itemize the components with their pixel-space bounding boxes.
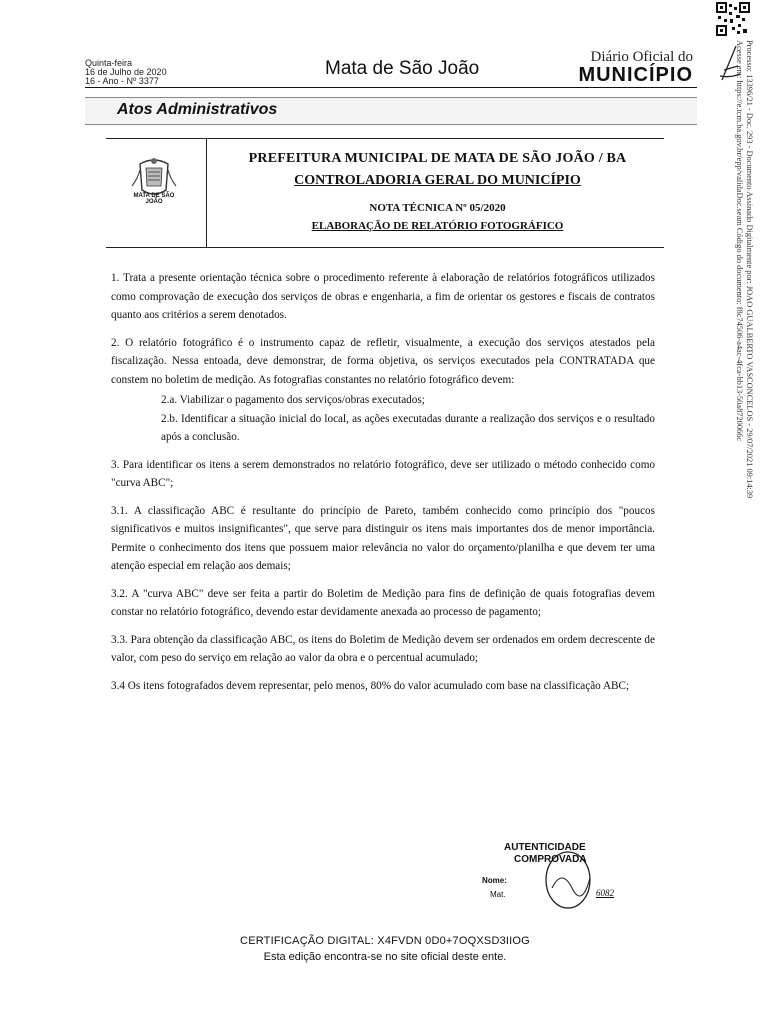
- department-title: [215, 173, 660, 189]
- edition-notice: Esta edição encontra-se no site oficial deste ente.: [263, 951, 507, 963]
- section-title: Atos Administrativos: [117, 101, 278, 118]
- note-subject: [215, 220, 660, 232]
- document-body: [111, 269, 655, 704]
- paragraph-3: 3. Para identificar os itens a serem demonstrados no relatório fotográfico, deve ser utilizado o método conhecido como "curva ABC";: [111, 458, 655, 489]
- edition-day: Quinta-feira: [85, 58, 133, 68]
- stamp-mat-value: 6082: [596, 888, 614, 898]
- digital-certification: CERTIFICAÇÃO DIGITAL: X4FVDN 0D0+7OQXSD3IIOG: [240, 935, 530, 947]
- paragraph-2: 2. O relatório fotográfico é o instrumento capaz de refletir, visualmente, a execução dos serviços atestados pela fiscalização. Nessa entoada, deve demonstrar, de forma objetiva, os serviços executados pela CONTRATADA que constem no boletim de medição. As fotografias constantes no relatório fotográfico devem:: [111, 336, 655, 386]
- stamp-line-1: AUTENTICIDADE: [504, 842, 586, 853]
- edition-number: 16 - Ano - Nº 3377: [85, 76, 159, 86]
- signature-line-1: Processo: 13396/21 - Doc. 293 - Documento Assinado Digitalmente por: JOAO GUALBERTO VASCONCELOS - 29/07/2021 09:14:39: [745, 40, 754, 499]
- city-title: Mata de São João: [325, 58, 480, 79]
- authenticity-stamp: [478, 842, 653, 922]
- brand-bottom: MUNICÍPIO: [578, 64, 693, 86]
- department-title-text: CONTROLADORIA GERAL DO MUNICÍPIO: [294, 173, 581, 188]
- paragraph-3-4: 3.4 Os itens fotografados devem representar, pelo menos, 80% do valor acumulado com base na classificação ABC;: [111, 679, 630, 692]
- paragraph-3-3: 3.3. Para obtenção da classificação ABC, os itens do Boletim de Medição devem ser ordenados em ordem decrescente de valor, com peso do serviço em relação ao valor da obra e o percentual acumulado;: [111, 633, 655, 664]
- note-subject-text: ELABORAÇÃO DE RELATÓRIO FOTOGRÁFICO: [311, 220, 564, 232]
- stamp-mat-label: Mat.: [490, 890, 506, 899]
- section-bar: [85, 97, 697, 125]
- header-divider: [85, 87, 697, 88]
- stamp-name-label: Nome:: [482, 876, 507, 885]
- paragraph-2b: 2.b. Identificar a situação inicial do local, as ações executadas durante a realização dos serviços e o resultado após a conclusão.: [161, 412, 655, 443]
- digital-signature-note: [735, 40, 756, 600]
- signature-line-2: Acesse em: https://e.tcm.ba.gov.br/epp/validaDoc.seam Código do documento: f8c74506-a4ac-4fca-bb13-50a8720066c: [735, 40, 744, 442]
- stamp-line-2: COMPROVADA: [514, 854, 587, 865]
- brand-top: Diário Oficial do: [590, 49, 693, 65]
- organization-title: PREFEITURA MUNICIPAL DE MATA DE SÃO JOÃO / BA: [248, 151, 627, 166]
- paragraph-2a: 2.a. Viabilizar o pagamento dos serviços/obras executados;: [161, 394, 425, 406]
- crest-label: MATA DE SÃO JOÃO: [133, 193, 175, 205]
- edition-info: [85, 59, 167, 86]
- header-column-divider: [206, 139, 207, 247]
- paragraph-1: 1. Trata a presente orientação técnica sobre o procedimento referente à elaboração de relatórios fotográficos utilizados como comprovação de execução dos serviços de obras e engenharia, a fim de orientar os gestores e fiscais de contratos quanto aos critérios a serem denotados.: [111, 272, 655, 321]
- qr-code-icon: [716, 2, 750, 36]
- paragraph-3-2: 3.2. A "curva ABC" deve ser feita a partir do Boletim de Medição para fins de definição de quais fotografias devem constar no relatório fotográfico, devendo estar devidamente anexada ao processo de pagamento;: [111, 587, 655, 618]
- paragraph-3-1: 3.1. A classificação ABC é resultante do princípio de Pareto, também conhecido como princípio dos "poucos significativos e muitos insignificantes", que serve para distinguir os itens mais importantes dos de menor importância. Permite o conhecimento dos itens que possuem maior relevância no valor do orçamento/planilha e que devem ter uma atenção especial em relação aos demais;: [111, 504, 655, 572]
- edition-date: 16 de Julho de 2020: [85, 67, 167, 77]
- gazette-brand: [568, 50, 693, 85]
- note-number: NOTA TÉCNICA Nº 05/2020: [369, 202, 506, 214]
